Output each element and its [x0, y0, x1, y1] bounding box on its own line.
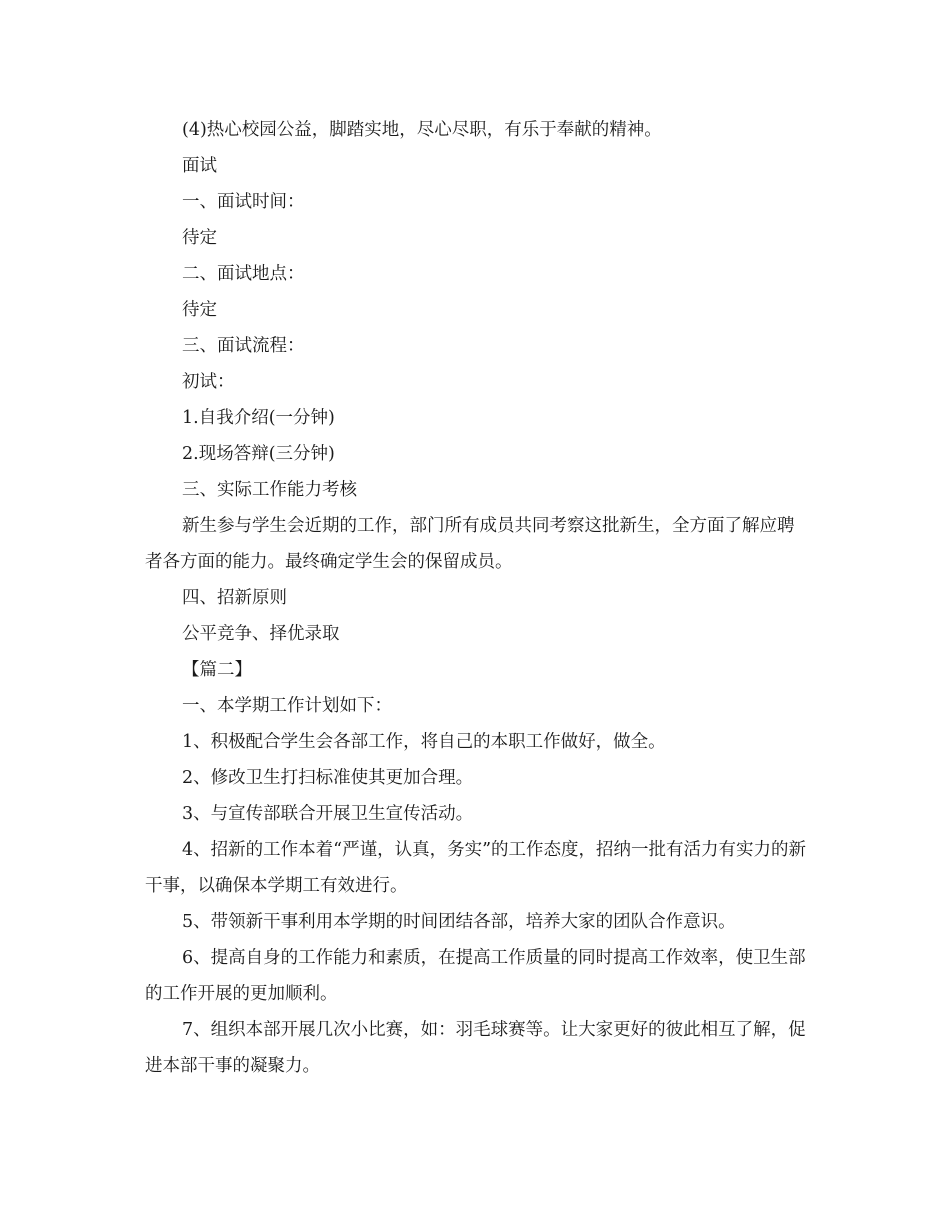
recruitment-principle-value: 公平竞争、择优录取: [182, 624, 340, 644]
heading-interview-time: 一、面试时间：: [182, 192, 305, 212]
plan-item-4: 4、招新的工作本着“严谨，认真，务实”的工作态度，招纳一批有活力有实力的新干事，以确保本学期工有效进行。: [145, 840, 807, 896]
paragraph-assessment-description: 新生参与学生会近期的工作，部门所有成员共同考察这批新生，全方面了解应聘者各方面的能力。最终确定学生会的保留成员。: [145, 516, 795, 572]
list-item-on-site-defense: 2.现场答辩(三分钟): [182, 444, 335, 464]
plan-item-3: 3、与宣传部联合开展卫生宣传活动。: [182, 804, 474, 824]
interview-time-value: 待定: [182, 228, 217, 248]
plan-item-5: 5、带领新干事利用本学期的时间团结各部，培养大家的团队合作意识。: [182, 912, 736, 932]
heading-recruitment-principle: 四、招新原则: [182, 588, 287, 608]
list-item-self-introduction: 1.自我介绍(一分钟): [182, 408, 335, 428]
document-body: [145, 112, 810, 1084]
heading-interview: 面试: [182, 156, 217, 176]
section-title-part-two: 【篇二】: [182, 660, 252, 680]
heading-semester-plan: 一、本学期工作计划如下：: [182, 696, 392, 716]
plan-item-2: 2、修改卫生打扫标准使其更加合理。: [182, 768, 474, 788]
interview-location-value: 待定: [182, 300, 217, 320]
paragraph-interest-public-welfare: (4)热心校园公益，脚踏实地，尽心尽职，有乐于奉献的精神。: [182, 120, 662, 140]
heading-work-ability-assessment: 三、实际工作能力考核: [182, 480, 357, 500]
heading-interview-process: 三、面试流程：: [182, 336, 305, 356]
preliminary-round-label: 初试：: [182, 372, 235, 392]
plan-item-7: 7、组织本部开展几次小比赛，如：羽毛球赛等。让大家更好的彼此相互了解，促进本部干事的凝聚力。: [145, 1020, 806, 1076]
plan-item-1: 1、积极配合学生会各部工作，将自己的本职工作做好，做全。: [182, 732, 666, 752]
plan-item-6: 6、提高自身的工作能力和素质，在提高工作质量的同时提高工作效率，使卫生部的工作开展的更加顺利。: [145, 948, 806, 1004]
heading-interview-location: 二、面试地点：: [182, 264, 305, 284]
